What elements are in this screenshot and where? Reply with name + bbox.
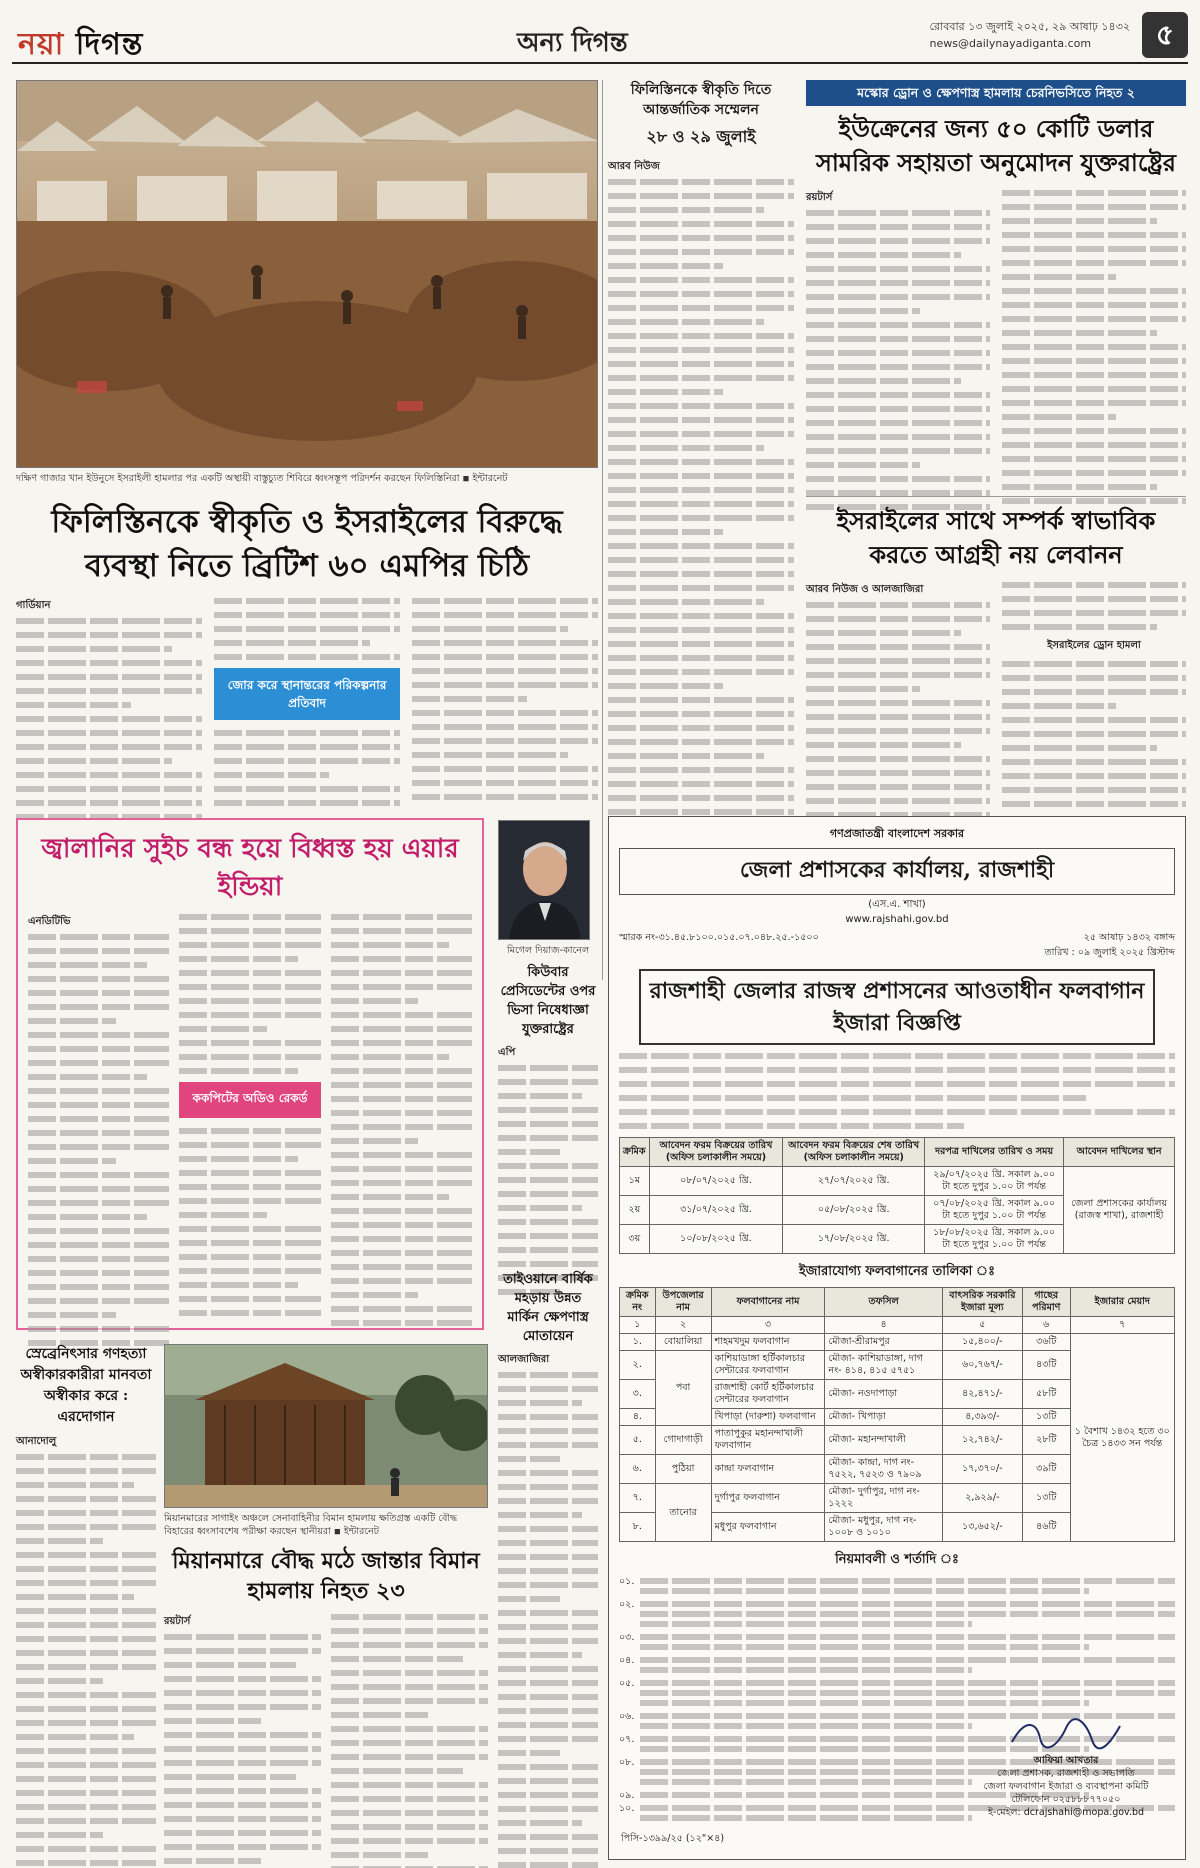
rule-number: ১০. xyxy=(619,1803,635,1814)
orchard-cell: মৌজা- খিপাড়া xyxy=(825,1409,942,1426)
notice-intro-lines xyxy=(619,1053,1175,1129)
orchard-number-row xyxy=(620,1317,1175,1334)
schedule-cell: ২৭/০৭/২০২৫ খ্রি. xyxy=(783,1167,925,1196)
orchard-cell: দুর্গাপুর ফলবাগান xyxy=(711,1484,825,1513)
table-row xyxy=(620,1334,1175,1351)
schedule-cell: ১০/০৮/২০২৫ খ্রি. xyxy=(649,1225,783,1254)
orchard-cell: ১৫,৪০০/- xyxy=(942,1334,1022,1351)
orchard-cell: ২৮টি xyxy=(1022,1426,1070,1455)
orchard-cell: ২,৯২৯/- xyxy=(942,1484,1022,1513)
list-item xyxy=(619,1654,1175,1677)
signer-name: আফিয়া আখতার xyxy=(1033,1755,1099,1766)
srebrenica-headline: স্রেব্রেনিৎসার গণহত্যা অস্বীকারকারীরা মানবতা অস্বীকার করে : এরদোগান xyxy=(20,1346,152,1425)
schedule-cell: ৩য় xyxy=(620,1225,650,1254)
orchard-cell: ১৩,৬৫২/- xyxy=(942,1513,1022,1542)
orchard-cell: কাশিয়াডাঙ্গা হর্টিকালচার সেন্টারের ফলবাগান xyxy=(711,1351,825,1380)
airindia-columns xyxy=(28,914,472,1354)
notice-date-en: ০৯ জুলাই ২০২৫ খ্রিস্টাব্দ xyxy=(1077,947,1175,958)
cuba-byline: এপি xyxy=(498,1047,516,1058)
notice-date-label: তারিখ : xyxy=(1044,947,1075,958)
issue-date: রোববার ১৩ জুলাই ২০২৫, ২৯ আষাঢ় ১৪৩২ xyxy=(929,20,1130,33)
rule-number: ০৮. xyxy=(619,1757,635,1768)
masthead xyxy=(12,8,1188,64)
column-number: ৪ xyxy=(825,1317,942,1334)
myanmar-caption-text: মিয়ানমারের সাগাইং অঞ্চলে সেনাবাহিনীর বিমান হামলায় ক্ষতিগ্রস্ত একটি বৌদ্ধ বিহারের ধ্বংসাবশেষ পরীক্ষা করছেন স্থানীয়রা xyxy=(164,1513,458,1537)
orchard-header: তফসিল xyxy=(825,1288,942,1317)
schedule-cell: ১৭/০৮/২০২৫ খ্রি. xyxy=(783,1225,925,1254)
gaza-photo xyxy=(16,80,598,468)
orchard-cell: ৬০,৭৬৭/- xyxy=(942,1351,1022,1380)
orchard-cell: ১৩টি xyxy=(1022,1409,1070,1426)
rule-number: ০৭. xyxy=(619,1734,635,1745)
notice-memo: স্মারক নং-৩১.৪৫.৮১০০.০১৫.০৭.০৪৮.২৫.-১৫০০ xyxy=(619,932,819,943)
gaza-pullquote: জোর করে স্থানান্তরের পরিকল্পনার প্রতিবাদ xyxy=(214,668,400,720)
ukraine-byline: রয়টার্স xyxy=(806,192,833,203)
notice-office: জেলা প্রশাসকের কার্যালয়, রাজশাহী xyxy=(619,848,1175,895)
orchard-term: ১ বৈশাখ ১৪৩২ হতে ৩০ চৈত্র ১৪৩৩ সন পর্যন্ত xyxy=(1070,1334,1174,1542)
schedule-cell: ২৯/০৭/২০২৫ খ্রি. সকাল ৯.০০ টা হতে দুপুর ১.০০ টা পর্যন্ত xyxy=(925,1167,1064,1196)
orchard-header: ফলবাগানের নাম xyxy=(711,1288,825,1317)
schedule-header-row xyxy=(620,1138,1175,1167)
rule-number: ০৯. xyxy=(619,1790,635,1801)
gaza-caption-credit: ইন্টারনেট xyxy=(472,473,508,484)
portrait-image xyxy=(499,821,590,940)
lebanon-article[interactable] xyxy=(806,504,1186,804)
schedule-cell: ৩১/০৭/২০২৫ খ্রি. xyxy=(649,1196,783,1225)
orchard-cell: ৫৮টি xyxy=(1022,1380,1070,1409)
cuba-photo-caption: মিগেল দিয়াজ-কানেল xyxy=(506,945,590,956)
airindia-byline: এনডিটিভি xyxy=(28,916,71,927)
orchard-header: উপজেলার নাম xyxy=(655,1288,711,1317)
gaza-byline: গার্ডিয়ান xyxy=(16,600,51,611)
orchard-cell: পবা xyxy=(655,1351,711,1426)
schedule-cell: ১৮/০৮/২০২৫ খ্রি. সকাল ৯.০০ টা হতে দুপুর ১.০০ টা পর্যন্ত xyxy=(925,1225,1064,1254)
notice-branch: (এস.এ. শাখা) xyxy=(868,899,926,910)
lebanon-byline: আরব নিউজ ও আলজাজিরা xyxy=(806,584,924,595)
cuba-headline: কিউবার প্রেসিডেন্টের ওপর ভিসা নিষেধাজ্ঞা যুক্তরাষ্ট্রের xyxy=(500,965,596,1037)
monastery-ruins-image xyxy=(165,1345,488,1508)
gaza-article[interactable] xyxy=(16,500,598,800)
srebrenica-article[interactable] xyxy=(16,1344,156,1860)
orchard-cell: ১. xyxy=(620,1334,656,1351)
schedule-table xyxy=(619,1137,1175,1254)
schedule-cell: ০৫/০৮/২০২৫ খ্রি. xyxy=(783,1196,925,1225)
ukraine-kicker: মস্কোর ড্রোন ও ক্ষেপণাস্ত্র হামলায় চেরনিভসিতে নিহত ২ xyxy=(857,85,1135,100)
column-number: ১ xyxy=(620,1317,656,1334)
lebanon-headline: ইসরাইলের সাথে সম্পর্ক স্বাভাবিক করতে আগ্রহী নয় লেবানন xyxy=(836,506,1156,569)
orchard-cell: মধুপুর ফলবাগান xyxy=(711,1513,825,1542)
column-number: ৩ xyxy=(711,1317,825,1334)
orchard-cell: মৌজা-শ্রীরামপুর xyxy=(825,1334,942,1351)
cuba-article[interactable] xyxy=(498,944,598,1264)
logo-first-word: নয়া xyxy=(18,27,65,62)
news-email[interactable]: news@dailynayadiganta.com xyxy=(929,37,1092,50)
orchard-cell: পুঠিয়া xyxy=(655,1455,711,1484)
myanmar-photo-caption: মিয়ানমারের সাগাইং অঞ্চলে সেনাবাহিনীর বিমান হামলায় ক্ষতিগ্রস্ত একটি বৌদ্ধ বিহারের ধ্বংসাবশেষ পরীক্ষা করছেন স্থানীয়রা ◾ ইন্টারনেট xyxy=(164,1513,458,1537)
orchard-cell: ৩৯টি xyxy=(1022,1455,1070,1484)
orchard-cell: ১৭,৩৭০/- xyxy=(942,1455,1022,1484)
orchard-header: বাৎসরিক সরকারি ইজারা মূল্য xyxy=(942,1288,1022,1317)
govt-notice xyxy=(608,816,1186,1860)
rule-number: ০৬. xyxy=(619,1711,635,1722)
signature-block xyxy=(961,1716,1171,1819)
signer-org: জেলা ফলবাগান ইজারা ও ব্যবস্থাপনা কমিটি xyxy=(983,1781,1149,1792)
conference-byline: আরব নিউজ xyxy=(608,161,660,172)
schedule-cell: ১ম xyxy=(620,1167,650,1196)
column-number: ২ xyxy=(655,1317,711,1334)
schedule-cell: ০৭/০৮/২০২৫ খ্রি. সকাল ৯.০০ টা হতে দুপুর ১.০০ টা পর্যন্ত xyxy=(925,1196,1064,1225)
orchard-table xyxy=(619,1287,1175,1542)
orchard-cell: শাহমখদুম ফলবাগান xyxy=(711,1334,825,1351)
dateline xyxy=(930,18,1130,52)
rule-number: ০২. xyxy=(619,1599,635,1610)
orchard-cell: ৭. xyxy=(620,1484,656,1513)
rules-title: নিয়মাবলী ও শর্তাদি ঃ xyxy=(835,1552,959,1567)
list-item xyxy=(619,1575,1175,1598)
signer-title: জেলা প্রশাসক, রাজশাহী ও সভাপতি xyxy=(997,1768,1135,1779)
orchard-cell: খিপাড়া (দারুশা) ফলবাগান xyxy=(711,1409,825,1426)
orchard-cell: ৪২,৪৭১/- xyxy=(942,1380,1022,1409)
orchard-cell: ৩৬টি xyxy=(1022,1334,1070,1351)
orchard-cell: রাজশাহী কোর্ট হর্টিকালচার সেন্টারের ফলবাগান xyxy=(711,1380,825,1409)
orchard-cell: ৪,৩৯৩/- xyxy=(942,1409,1022,1426)
orchard-cell: ২. xyxy=(620,1351,656,1380)
schedule-header: আবেদন ফরম বিক্রয়ের তারিখ (অফিস চলাকালীন সময়ে) xyxy=(649,1138,783,1167)
schedule-header: দরপত্র দাখিলের তারিখ ও সময় xyxy=(925,1138,1064,1167)
signer-phone: টেলিফোন ০২৫৮৮৮৭৭০৫০ xyxy=(1011,1794,1121,1805)
ukraine-columns xyxy=(806,190,1186,518)
conference-kicker: ফিলিস্তিনকে স্বীকৃতি দিতে আন্তর্জাতিক সম্মেলন xyxy=(630,82,772,118)
rule-number: ০৩. xyxy=(619,1632,635,1643)
orchard-cell: ১৩টি xyxy=(1022,1484,1070,1513)
orchard-header-row xyxy=(620,1288,1175,1317)
orchard-cell: ১২,৭৪২/- xyxy=(942,1426,1022,1455)
column-number: ৫ xyxy=(942,1317,1022,1334)
schedule-place: জেলা প্রশাসকের কার্যালয় (রাজস্ব শাখা), রাজশাহী xyxy=(1064,1167,1175,1254)
list-item xyxy=(619,1677,1175,1710)
column-number: ৭ xyxy=(1070,1317,1174,1334)
orchard-cell: বোয়ালিয়া xyxy=(655,1334,711,1351)
rule-number: ০১. xyxy=(619,1576,635,1587)
signer-email[interactable]: ই-মেইল: dcrajshahi@mopa.gov.bd xyxy=(987,1807,1145,1818)
orchard-cell: গোদাগাড়ী xyxy=(655,1426,711,1455)
orchard-cell: মৌজা- দুর্গাপুর, দাগ নং- ১২২২ xyxy=(825,1484,942,1513)
orchard-header: ক্রমিক নং xyxy=(620,1288,656,1317)
ukraine-kicker-bar xyxy=(806,80,1186,106)
gaza-photo-caption: দক্ষিণ গাজার খান ইউনুসে ইসরাইলী হামলার পর একটি অস্থায়ী বাস্তুচ্যুত শিবিরে ধ্বংসস্তূপ পরিদর্শন করছেন ফিলিস্তিনিরা ◾ ইন্টারনেট xyxy=(16,473,508,484)
column-number: ৬ xyxy=(1022,1317,1070,1334)
orchard-cell: মৌজা- মধুপুর, দাগ নং- ১০০৮ ও ১০১০ xyxy=(825,1513,942,1542)
schedule-header: আবেদন ফরম বিক্রয়ের শেষ তারিখ (অফিস চলাকালীন সময়ে) xyxy=(783,1138,925,1167)
srebrenica-byline: আনাদোলু xyxy=(16,1436,57,1447)
schedule-header: আবেদন দাখিলের স্থান xyxy=(1064,1138,1175,1167)
lebanon-columns xyxy=(806,582,1186,840)
orchard-cell: তানোর xyxy=(655,1484,711,1542)
notice-memo-row xyxy=(619,931,1175,961)
gaza-rubble-image xyxy=(17,81,598,468)
gaza-columns xyxy=(16,598,598,828)
cuba-president-photo xyxy=(498,820,590,940)
airindia-article[interactable] xyxy=(16,818,484,1330)
orchard-cell: ৬. xyxy=(620,1455,656,1484)
airindia-headline: জ্বালানির সুইচ বন্ধ হয়ে বিধ্বস্ত হয় এয়ার ইন্ডিয়া xyxy=(41,834,459,902)
schedule-cell: ২য় xyxy=(620,1196,650,1225)
orchard-header: গাছের পরিমাণ xyxy=(1022,1288,1070,1317)
notice-web[interactable]: www.rajshahi.gov.bd xyxy=(845,914,949,925)
orchard-cell: ৫. xyxy=(620,1426,656,1455)
orchard-cell: মৌজা- মহানন্দাখালী xyxy=(825,1426,942,1455)
list-title: ইজারাযোগ্য ফলবাগানের তালিকা ঃ xyxy=(798,1264,996,1279)
gaza-headline: ফিলিস্তিনকে স্বীকৃতি ও ইসরাইলের বিরুদ্ধে ব্যবস্থা নিতে ব্রিটিশ ৬০ এমপির চিঠি xyxy=(51,504,563,584)
gaza-caption-text: দক্ষিণ গাজার খান ইউনুসে ইসরাইলী হামলার পর একটি অস্থায়ী বাস্তুচ্যুত শিবিরে ধ্বংসস্তূপ পরিদর্শন করছেন ফিলিস্তিনিরা xyxy=(16,473,460,484)
orchard-header: ইজারার মেয়াদ xyxy=(1070,1288,1174,1317)
taiwan-article[interactable] xyxy=(498,1270,598,1860)
airindia-pullquote: ককপিটের অডিও রেকর্ড xyxy=(179,1082,320,1118)
table-row xyxy=(620,1167,1175,1196)
section-title: অন্য দিগন্ত xyxy=(517,28,628,58)
orchard-cell: ৪. xyxy=(620,1409,656,1426)
orchard-cell: কান্দ্রা ফলবাগান xyxy=(711,1455,825,1484)
orchard-cell: ৪৬টি xyxy=(1022,1513,1070,1542)
list-item xyxy=(619,1631,1175,1654)
orchard-cell: মৌজা- নওদাপাড়া xyxy=(825,1380,942,1409)
notice-title: রাজশাহী জেলার রাজস্ব প্রশাসনের আওতাধীন ফলবাগান ইজারা বিজ্ঞপ্তি xyxy=(639,969,1155,1045)
page-number: ৫ xyxy=(1142,12,1188,58)
myanmar-caption-credit: ইন্টারনেট xyxy=(343,1526,379,1537)
taiwan-byline: আলজাজিরা xyxy=(498,1354,550,1365)
schedule-cell: ০৮/০৭/২০২৫ খ্রি. xyxy=(649,1167,783,1196)
ukraine-article[interactable] xyxy=(806,112,1186,502)
orchard-cell: মৌজা- কান্দ্রা, দাগ নং- ৭৫২২, ৭৫২৩ ও ৭৯০৯ xyxy=(825,1455,942,1484)
notice-code: পিসি-১৩৯৯/২৫ (১২"×৪) xyxy=(621,1833,725,1844)
myanmar-columns xyxy=(164,1614,488,1868)
list-item xyxy=(619,1598,1175,1631)
schedule-header: ক্রমিক xyxy=(620,1138,650,1167)
signature-image xyxy=(1006,1716,1126,1750)
rule-number: ০৫. xyxy=(619,1678,635,1689)
orchard-cell: পাতাপুকুর মহানন্দাখালী ফলবাগান xyxy=(711,1426,825,1455)
taiwan-headline: তাইওয়ানে বার্ষিক মহড়ায় উন্নত মার্কিন ক্ষেপণাস্ত্র মোতায়েন xyxy=(503,1272,593,1344)
myanmar-photo xyxy=(164,1344,488,1508)
orchard-cell: মৌজা- কাশিয়াডাঙ্গা, দাগ নং- ৪১৪, ৪১৫ ৫৭৫১ xyxy=(825,1351,942,1380)
myanmar-headline: মিয়ানমারে বৌদ্ধ মঠে জান্তার বিমান হামলায় নিহত ২৩ xyxy=(172,1548,480,1604)
notice-gov: গণপ্রজাতন্ত্রী বাংলাদেশ সরকার xyxy=(829,827,965,840)
conference-headline: ২৮ ও ২৯ জুলাই xyxy=(646,127,756,146)
myanmar-byline: রয়টার্স xyxy=(164,1616,191,1627)
notice-date-bn: ২৫ আষাঢ় ১৪৩২ বঙ্গাব্দ xyxy=(1083,932,1175,943)
lebanon-subhead: ইসরাইলের ড্রোন হামলা xyxy=(1047,640,1141,651)
logo-second-word: দিগন্ত xyxy=(75,27,144,62)
rule-number: ০৪. xyxy=(619,1655,635,1666)
newspaper-logo[interactable] xyxy=(18,20,143,71)
orchard-cell: ৮. xyxy=(620,1513,656,1542)
orchard-cell: ৩. xyxy=(620,1380,656,1409)
myanmar-article[interactable] xyxy=(164,1546,488,1860)
orchard-cell: ৪৩টি xyxy=(1022,1351,1070,1380)
ukraine-headline: ইউক্রেনের জন্য ৫০ কোটি ডলার সামরিক সহায়তা অনুমোদন যুক্তরাষ্ট্রের xyxy=(815,114,1176,177)
